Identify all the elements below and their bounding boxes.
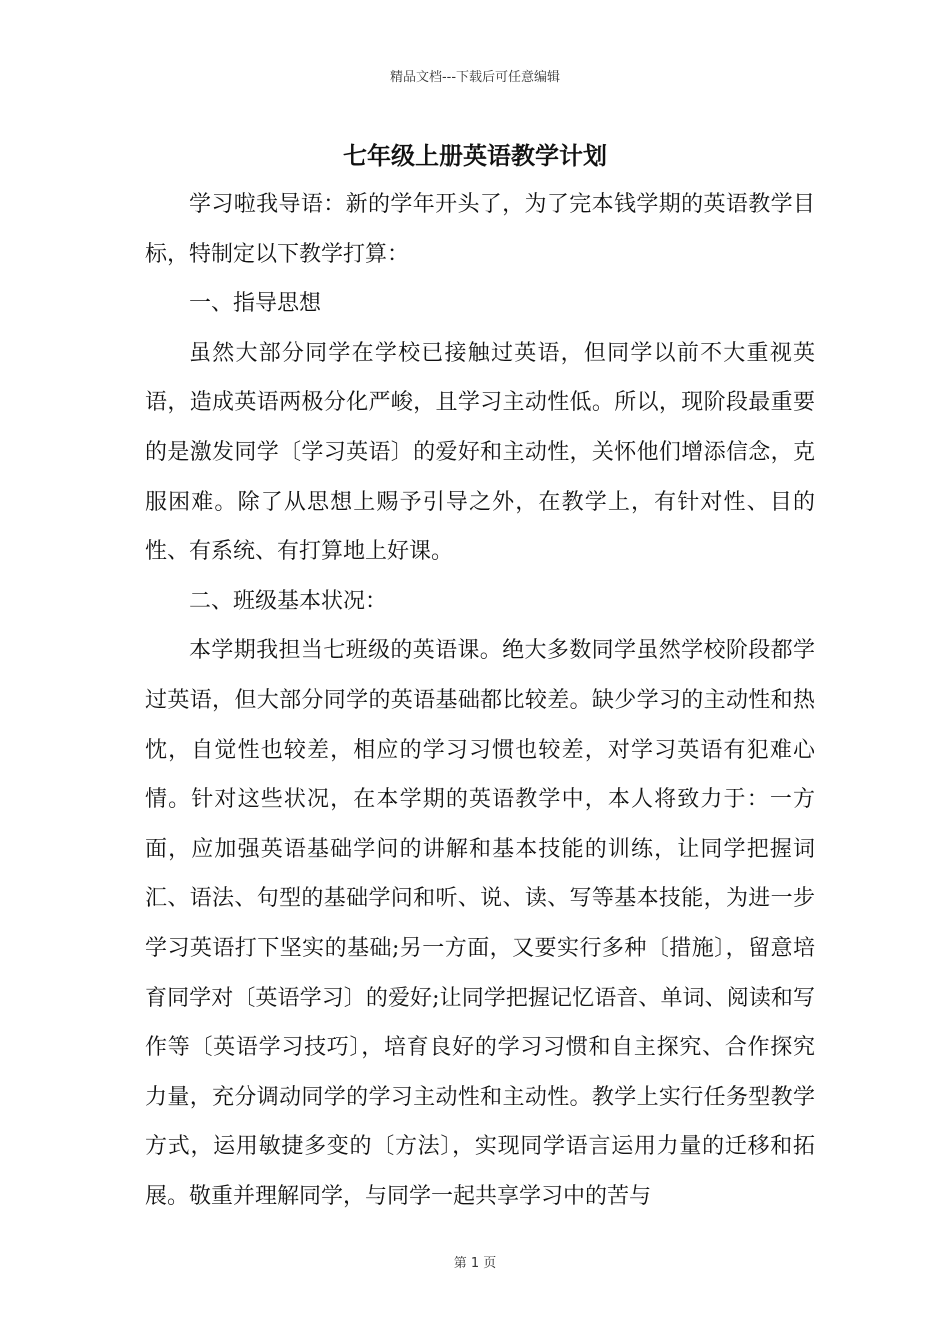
paragraph-intro: 学习啦我导语：新的学年开头了，为了完本钱学期的英语教学目标，特制定以下教学打算： [145, 192, 815, 267]
section-heading-guiding-ideology: 一、指导思想 [189, 291, 322, 317]
document-title: 七年级上册英语教学计划 [343, 141, 607, 170]
paragraph-guiding-ideology: 虽然大部分同学在学校已接触过英语，但同学以前不大重视英语，造成英语两极分化严峻，且学习主动性低。所以，现阶段最重要的是激发同学〔学习英语〕的爱好和主动性，关怀他们增添信念，克服困难。除了从思想上赐予引导之外，在教学上，有针对性、目的性、有系统、有打算地上好课。 [145, 340, 815, 565]
page-header: 精品文档---下载后可任意编辑 [389, 70, 561, 85]
page-number: 第 1 页 [453, 1256, 497, 1271]
document-body [145, 180, 815, 1221]
section-heading-class-situation: 二、班级基本状况： [189, 588, 388, 614]
paragraph-class-situation: 本学期我担当七班级的英语课。绝大多数同学虽然学校阶段都学过英语，但大部分同学的英语基础都比较差。缺少学习的主动性和热忱，自觉性也较差，相应的学习习惯也较差，对学习英语有犯难心情。针对这些状况，在本学期的英语教学中，本人将致力于：一方面，应加强英语基础学问的讲解和基本技能的训练，让同学把握词汇、语法、句型的基础学问和听、说、读、写等基本技能，为进一步学习英语打下坚实的基础;另一方面，又要实行多种〔措施〕，留意培育同学对〔英语学习〕的爱好;让同学把握记忆语音、单词、阅读和写作等〔英语学习技巧〕，培育良好的学习习惯和自主探究、合作探究力量，充分调动同学的学习主动性和主动性。教学上实行任务型教学方式，运用敏捷多变的〔方法〕，实现同学语言运用力量的迁移和拓展。敬重并理解同学，与同学一起共享学习中的苦与 [145, 638, 815, 1209]
